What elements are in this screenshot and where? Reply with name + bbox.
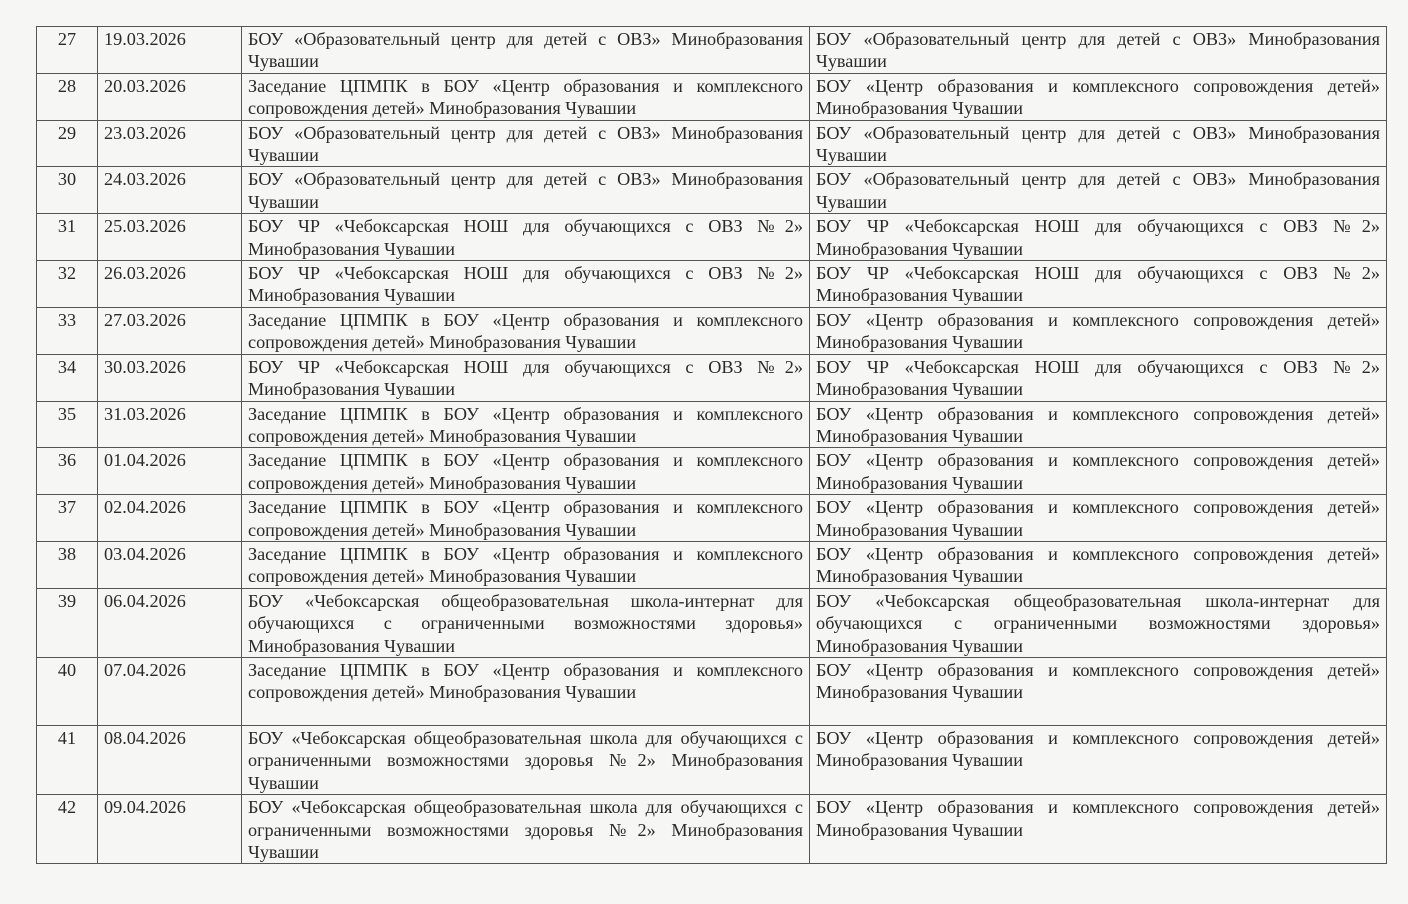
row-date: 24.03.2026 <box>98 167 242 214</box>
row-date: 25.03.2026 <box>98 214 242 261</box>
row-number: 28 <box>37 73 98 120</box>
row-number: 38 <box>37 541 98 588</box>
row-place: БОУ ЧР «Чебоксарская НОШ для обучающихся с ОВЗ №2» Минобразования Чувашии <box>810 214 1387 261</box>
row-date: 30.03.2026 <box>98 354 242 401</box>
schedule-table-body <box>37 27 1387 864</box>
row-place: БОУ ЧР «Чебоксарская НОШ для обучающихся с ОВЗ №2» Минобразования Чувашии <box>810 261 1387 308</box>
table-row <box>37 725 1387 794</box>
row-place: БОУ «Центр образования и комплексного сопровождения детей» Минобразования Чувашии <box>810 307 1387 354</box>
table-row <box>37 541 1387 588</box>
row-date: 07.04.2026 <box>98 657 242 725</box>
table-row <box>37 448 1387 495</box>
row-number: 40 <box>37 657 98 725</box>
row-event: Заседание ЦПМПК в БОУ «Центр образования и комплексного сопровождения детей» Минобразования Чувашии <box>242 495 810 542</box>
row-event: БОУ «Чебоксарская общеобразовательная школа для обучающихся с ограниченными возможностями здоровья №2» Минобразования Чувашии <box>242 795 810 864</box>
table-row <box>37 307 1387 354</box>
row-event: БОУ ЧР «Чебоксарская НОШ для обучающихся с ОВЗ №2» Минобразования Чувашии <box>242 354 810 401</box>
row-date: 23.03.2026 <box>98 120 242 167</box>
table-row <box>37 27 1387 74</box>
row-number: 41 <box>37 725 98 794</box>
row-place: БОУ «Чебоксарская общеобразовательная школа-интернат для обучающихся с ограниченными возможностями здоровья» Минобразования Чувашии <box>810 588 1387 657</box>
table-row <box>37 214 1387 261</box>
row-place: БОУ «Образовательный центр для детей с ОВЗ» Минобразования Чувашии <box>810 27 1387 74</box>
row-date: 06.04.2026 <box>98 588 242 657</box>
row-event: Заседание ЦПМПК в БОУ «Центр образования и комплексного сопровождения детей» Минобразования Чувашии <box>242 307 810 354</box>
row-number: 31 <box>37 214 98 261</box>
row-number: 32 <box>37 261 98 308</box>
row-date: 27.03.2026 <box>98 307 242 354</box>
row-place: БОУ «Центр образования и комплексного сопровождения детей» Минобразования Чувашии <box>810 725 1387 794</box>
table-row <box>37 495 1387 542</box>
row-date: 26.03.2026 <box>98 261 242 308</box>
table-row <box>37 167 1387 214</box>
table-row <box>37 588 1387 657</box>
row-date: 02.04.2026 <box>98 495 242 542</box>
row-date: 09.04.2026 <box>98 795 242 864</box>
row-event: Заседание ЦПМПК в БОУ «Центр образования и комплексного сопровождения детей» Минобразования Чувашии <box>242 448 810 495</box>
row-event: Заседание ЦПМПК в БОУ «Центр образования и комплексного сопровождения детей» Минобразования Чувашии <box>242 73 810 120</box>
row-date: 19.03.2026 <box>98 27 242 74</box>
row-date: 08.04.2026 <box>98 725 242 794</box>
row-number: 35 <box>37 401 98 448</box>
row-number: 29 <box>37 120 98 167</box>
row-event: БОУ ЧР «Чебоксарская НОШ для обучающихся с ОВЗ №2» Минобразования Чувашии <box>242 261 810 308</box>
row-number: 27 <box>37 27 98 74</box>
row-event: БОУ «Чебоксарская общеобразовательная школа-интернат для обучающихся с ограниченными возможностями здоровья» Минобразования Чувашии <box>242 588 810 657</box>
row-number: 34 <box>37 354 98 401</box>
table-row <box>37 73 1387 120</box>
row-place: БОУ «Центр образования и комплексного сопровождения детей» Минобразования Чувашии <box>810 657 1387 725</box>
schedule-table <box>36 26 1387 864</box>
row-place: БОУ «Центр образования и комплексного сопровождения детей» Минобразования Чувашии <box>810 448 1387 495</box>
row-date: 31.03.2026 <box>98 401 242 448</box>
row-place: БОУ «Центр образования и комплексного сопровождения детей» Минобразования Чувашии <box>810 495 1387 542</box>
row-event: БОУ «Образовательный центр для детей с ОВЗ» Минобразования Чувашии <box>242 27 810 74</box>
row-place: БОУ «Образовательный центр для детей с ОВЗ» Минобразования Чувашии <box>810 167 1387 214</box>
row-place: БОУ «Центр образования и комплексного сопровождения детей» Минобразования Чувашии <box>810 541 1387 588</box>
table-row <box>37 401 1387 448</box>
row-place: БОУ «Центр образования и комплексного сопровождения детей» Минобразования Чувашии <box>810 795 1387 864</box>
row-place: БОУ «Центр образования и комплексного сопровождения детей» Минобразования Чувашии <box>810 73 1387 120</box>
table-row <box>37 657 1387 725</box>
row-event: Заседание ЦПМПК в БОУ «Центр образования и комплексного сопровождения детей» Минобразования Чувашии <box>242 401 810 448</box>
row-event: Заседание ЦПМПК в БОУ «Центр образования и комплексного сопровождения детей» Минобразования Чувашии <box>242 541 810 588</box>
row-date: 01.04.2026 <box>98 448 242 495</box>
table-row <box>37 261 1387 308</box>
row-number: 30 <box>37 167 98 214</box>
row-number: 39 <box>37 588 98 657</box>
row-number: 33 <box>37 307 98 354</box>
table-row <box>37 354 1387 401</box>
row-place: БОУ «Образовательный центр для детей с ОВЗ» Минобразования Чувашии <box>810 120 1387 167</box>
row-event: БОУ «Образовательный центр для детей с ОВЗ» Минобразования Чувашии <box>242 167 810 214</box>
row-event: БОУ ЧР «Чебоксарская НОШ для обучающихся с ОВЗ №2» Минобразования Чувашии <box>242 214 810 261</box>
row-number: 37 <box>37 495 98 542</box>
row-event: Заседание ЦПМПК в БОУ «Центр образования и комплексного сопровождения детей» Минобразования Чувашии <box>242 657 810 725</box>
table-row <box>37 120 1387 167</box>
row-place: БОУ «Центр образования и комплексного сопровождения детей» Минобразования Чувашии <box>810 401 1387 448</box>
row-number: 36 <box>37 448 98 495</box>
row-event: БОУ «Образовательный центр для детей с ОВЗ» Минобразования Чувашии <box>242 120 810 167</box>
table-row <box>37 795 1387 864</box>
row-date: 20.03.2026 <box>98 73 242 120</box>
row-event: БОУ «Чебоксарская общеобразовательная школа для обучающихся с ограниченными возможностями здоровья №2» Минобразования Чувашии <box>242 725 810 794</box>
row-date: 03.04.2026 <box>98 541 242 588</box>
row-place: БОУ ЧР «Чебоксарская НОШ для обучающихся с ОВЗ №2» Минобразования Чувашии <box>810 354 1387 401</box>
row-number: 42 <box>37 795 98 864</box>
